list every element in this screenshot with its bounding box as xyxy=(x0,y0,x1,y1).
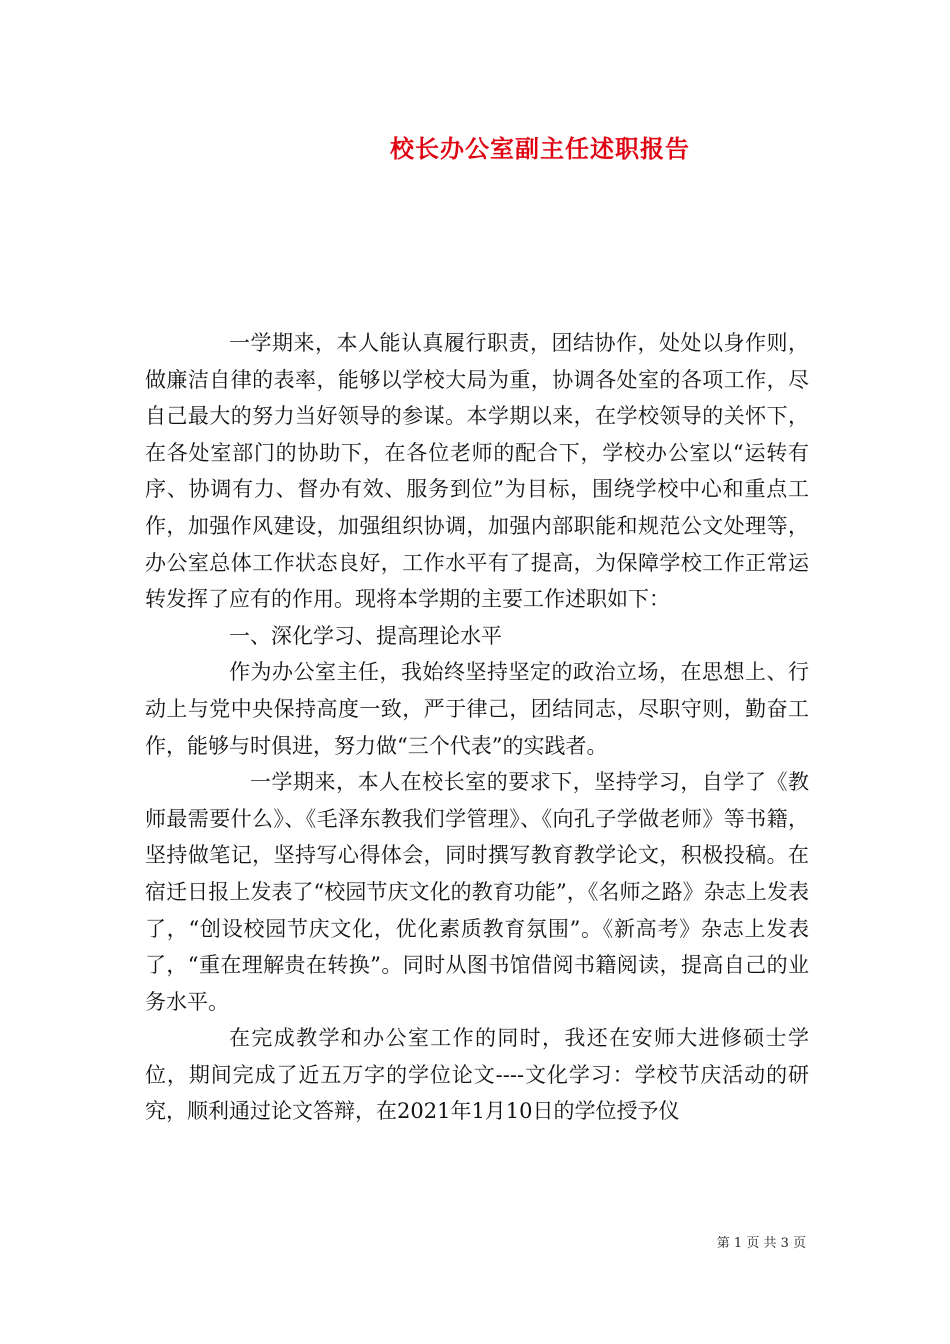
page-number-footer: 第 1 页 共 3 页 xyxy=(716,1236,806,1251)
section-heading-1: 一、深化学习、提高理论水平 xyxy=(229,623,502,648)
paragraph-degree: 在完成教学和办公室工作的同时，我还在安师大进修硕士学位，期间完成了近五万字的学位论文----文化学习：学校节庆活动的研究，顺利通过论文答辩，在2021年1月10日的学位授予仪 xyxy=(145,1026,809,1124)
paragraph-political-stance: 作为办公室主任，我始终坚持坚定的政治立场，在思想上、行动上与党中央保持高度一致，严于律己，团结同志，尽职守则，勤奋工作，能够与时俱进，努力做“三个代表”的实践者。 xyxy=(145,660,809,758)
document-body xyxy=(145,325,809,1130)
paragraph-intro: 一学期来，本人能认真履行职责，团结协作，处处以身作则，做廉洁自律的表率，能够以学校大局为重，协调各处室的各项工作，尽自己最大的努力当好领导的参谋。本学期以来，在学校领导的关怀下，在各处室部门的协助下，在各位老师的配合下，学校办公室以“运转有序、协调有力、督办有效、服务到位”为目标，围绕学校中心和重点工作，加强作风建设，加强组织协调，加强内部职能和规范公文处理等，办公室总体工作状态良好，工作水平有了提高，为保障学校工作正常运转发挥了应有的作用。现将本学期的主要工作述职如下： xyxy=(145,331,809,612)
document-title: 校长办公室副主任述职报告 xyxy=(390,134,690,163)
paragraph-study: 一学期来，本人在校长室的要求下，坚持学习，自学了《教师最需要什么》、《毛泽东教我们学管理》、《向孔子学做老师》等书籍，坚持做笔记，坚持写心得体会，同时撰写教育教学论文，积极投稿。在宿迁日报上发表了“校园节庆文化的教育功能”，《名师之路》杂志上发表了，“创设校园节庆文化，优化素质教育氛围”。《新高考》杂志上发表了，“重在理解贵在转换”。同时从图书馆借阅书籍阅读，提高自己的业务水平。 xyxy=(145,770,809,1014)
